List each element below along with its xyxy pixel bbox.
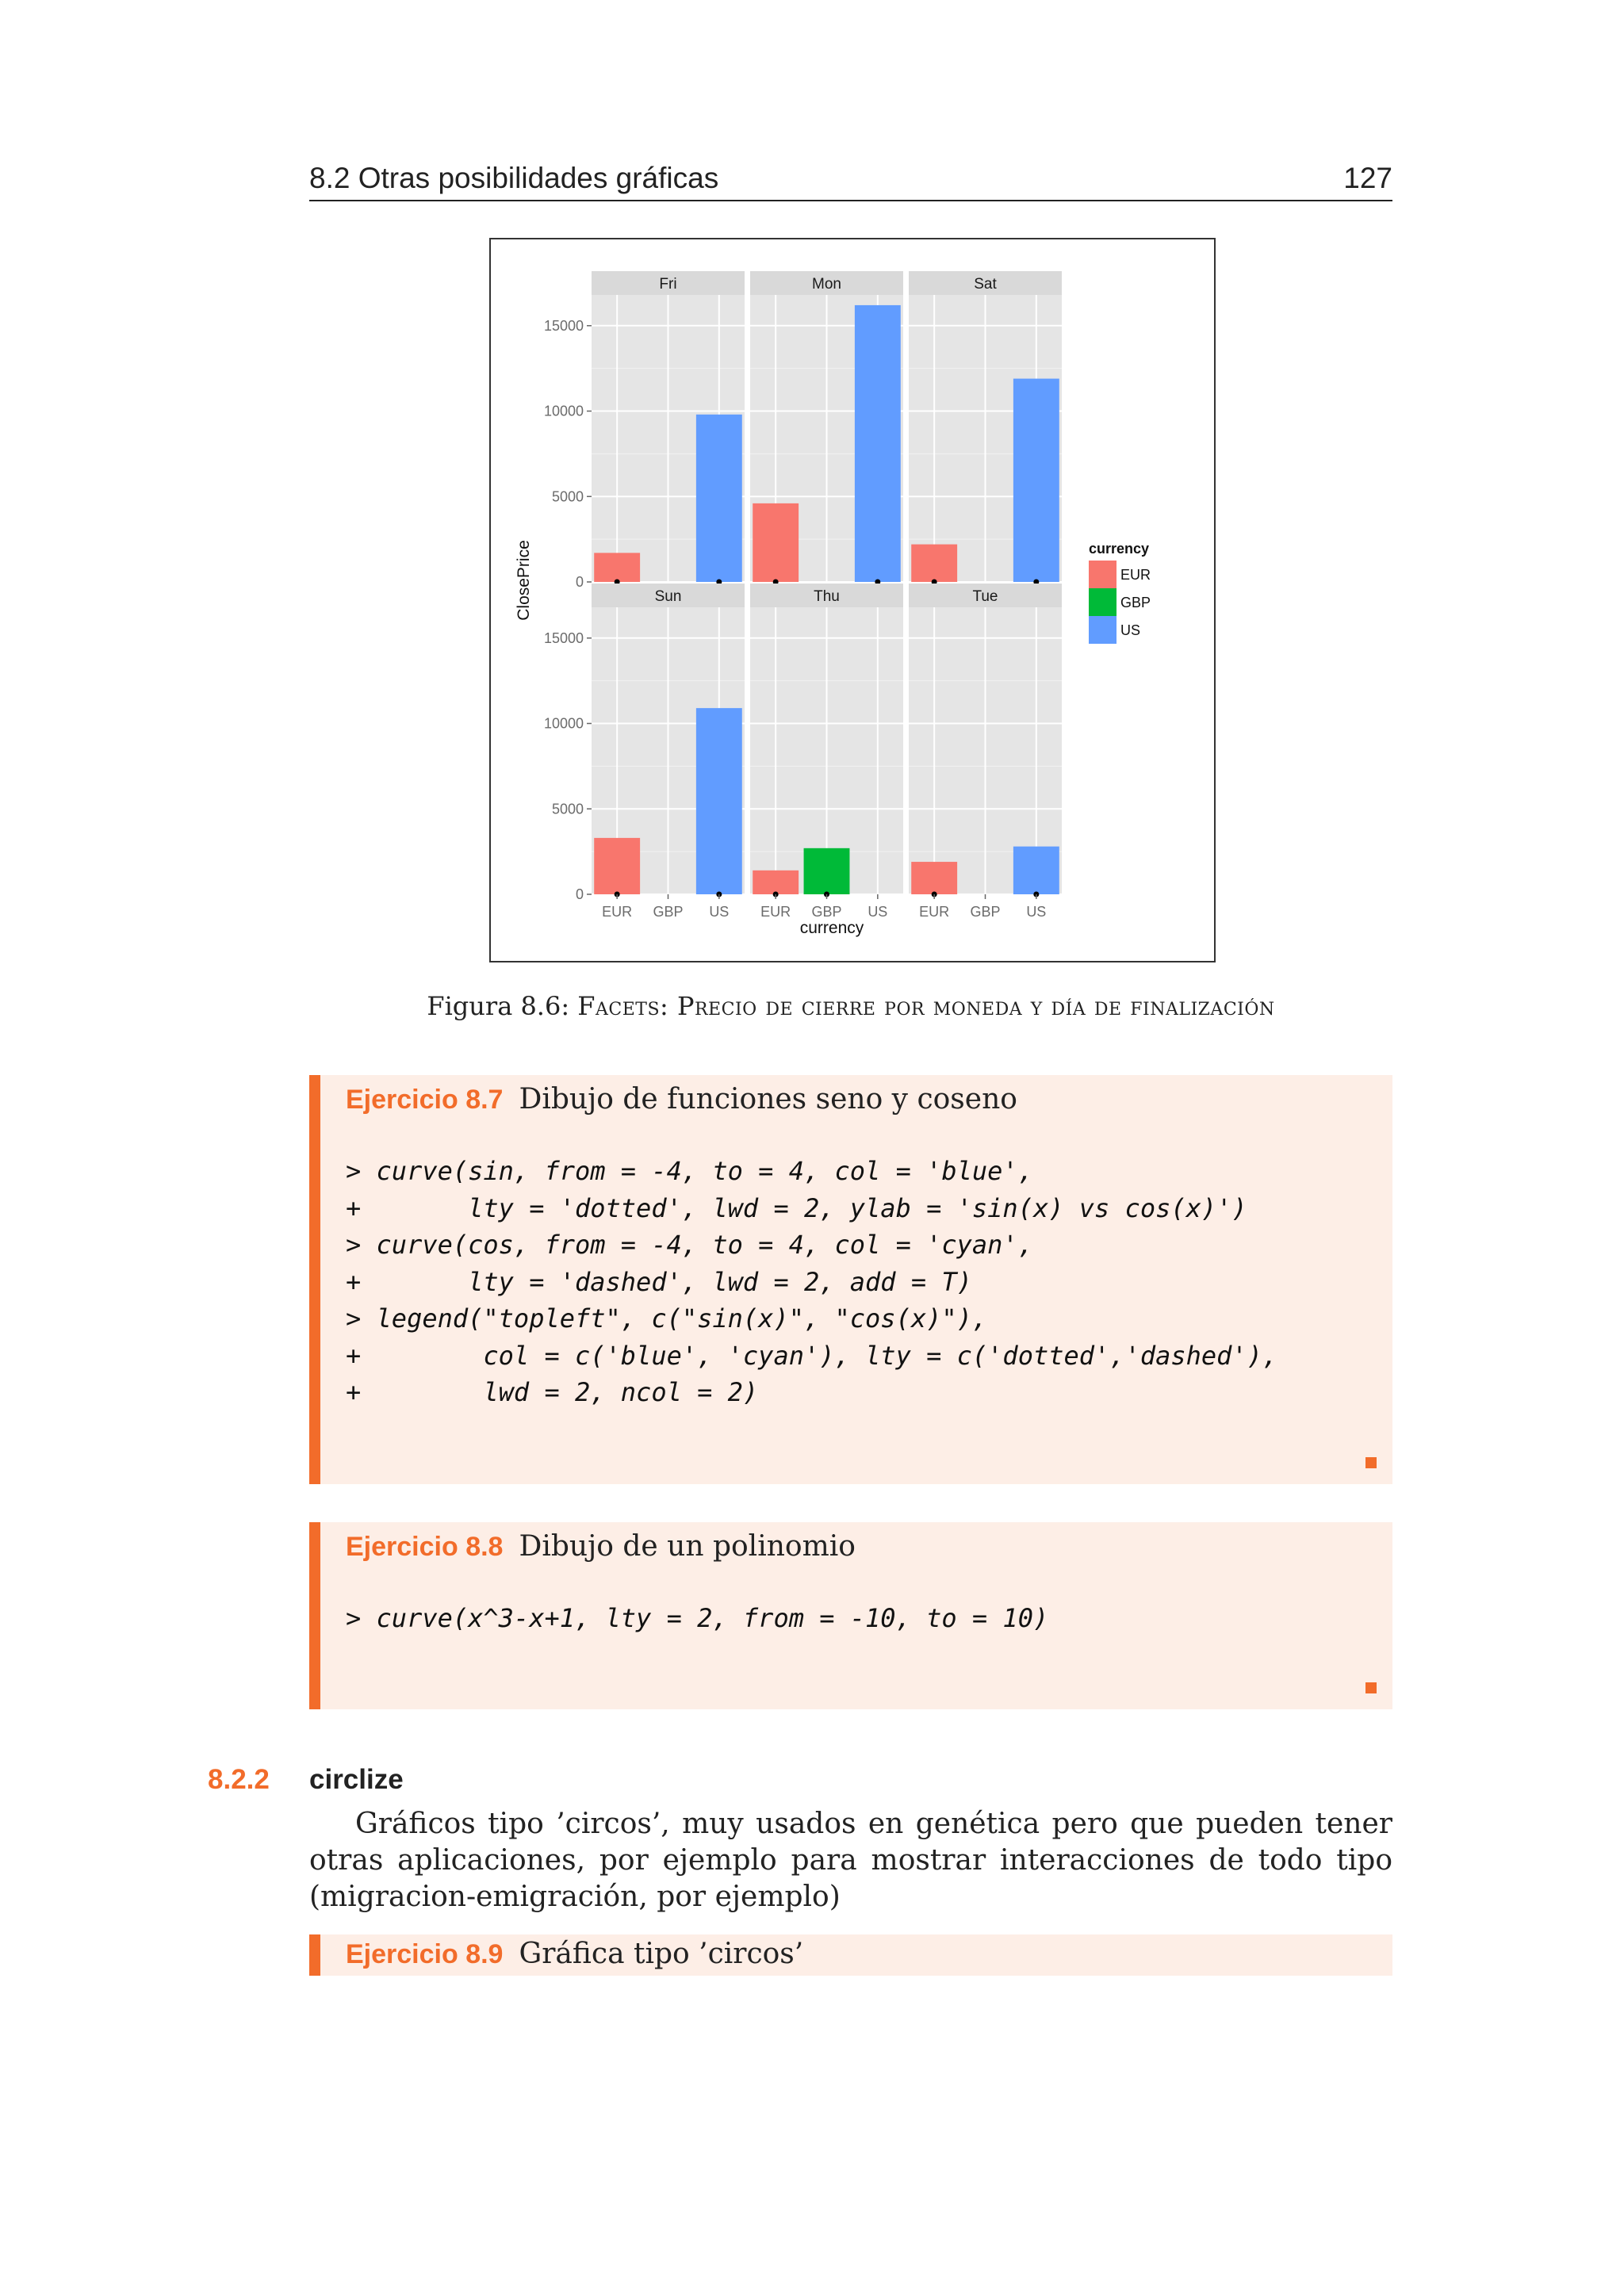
section-number: 8.2.2 bbox=[208, 1764, 270, 1795]
bar-eur bbox=[911, 862, 957, 894]
facet-title: Sun bbox=[654, 588, 682, 605]
code-block: > curve(sin, from = -4, to = 4, col = 'blue', + lty = 'dotted', lwd = 2, ylab = 'sin(x) vs cos(x)') > curve(cos, from = -4, to = 4, col = 'cyan', + lty = 'dashed', lwd = 2, add = T) > legend("topleft", c("sin(x)", "cos(x)"), + col = c('blue', 'cyan'), lty = c('dotted','dashed'), + lwd = 2, ncol = 2) bbox=[346, 1156, 1278, 1407]
header-section: 8.2 Otras posibilidades gráficas bbox=[309, 162, 719, 194]
x-tick-label: EUR bbox=[919, 904, 950, 920]
legend-label: EUR bbox=[1120, 567, 1151, 583]
bar-eur bbox=[911, 545, 957, 582]
y-tick-label: 15000 bbox=[543, 317, 584, 334]
legend-title: currency bbox=[1089, 541, 1150, 557]
y-tick-label: 0 bbox=[575, 574, 584, 590]
facet-title: Tue bbox=[972, 588, 998, 605]
x-axis-title: currency bbox=[799, 919, 864, 937]
exercise-title: Dibujo de un polinomio bbox=[519, 1530, 856, 1563]
facet-title: Fri bbox=[659, 276, 677, 293]
end-of-exercise-mark bbox=[1365, 1682, 1377, 1693]
facet-title: Thu bbox=[814, 588, 840, 605]
exercise-heading bbox=[346, 1083, 1017, 1115]
facet-title: Mon bbox=[812, 276, 841, 293]
legend-swatch-us bbox=[1089, 616, 1116, 644]
bar-us bbox=[1013, 847, 1059, 894]
caption-prefix: Figura 8.6: bbox=[427, 991, 578, 1021]
running-header bbox=[309, 159, 1392, 201]
y-tick-label: 10000 bbox=[543, 715, 584, 732]
exercise-label: Ejercicio 8.8 bbox=[346, 1532, 504, 1562]
exercise-label: Ejercicio 8.7 bbox=[346, 1085, 504, 1115]
x-tick-label: EUR bbox=[602, 904, 633, 920]
y-tick-label: 15000 bbox=[543, 629, 584, 646]
page-number: 127 bbox=[1343, 162, 1392, 194]
bar-us bbox=[855, 305, 901, 582]
code-block: > curve(x^3-x+1, lty = 2, from = -10, to = 10) bbox=[346, 1603, 1049, 1633]
bar-eur bbox=[594, 838, 640, 894]
figure-8-6 bbox=[489, 238, 1216, 962]
bar-us bbox=[696, 415, 742, 582]
facet-title: Sat bbox=[974, 276, 997, 293]
x-tick-label: GBP bbox=[653, 904, 684, 920]
bar-us bbox=[696, 708, 742, 894]
y-axis-title: ClosePrice bbox=[515, 540, 533, 621]
exercise-heading bbox=[346, 1530, 856, 1563]
bar-us bbox=[1013, 379, 1059, 582]
end-of-exercise-mark bbox=[1365, 1457, 1377, 1468]
x-tick-label: EUR bbox=[760, 904, 791, 920]
bar-eur bbox=[753, 871, 799, 894]
x-tick-label: GBP bbox=[811, 904, 842, 920]
bar-gbp bbox=[804, 848, 850, 894]
legend-label: US bbox=[1120, 622, 1141, 638]
legend-label: GBP bbox=[1120, 595, 1151, 610]
section-title: circlize bbox=[309, 1764, 404, 1795]
y-tick-label: 5000 bbox=[551, 801, 584, 817]
exercise-8-8 bbox=[309, 1522, 1392, 1709]
x-tick-label: GBP bbox=[970, 904, 1001, 920]
exercise-title: Gráfica tipo ’circos’ bbox=[519, 1938, 804, 1970]
bar-eur bbox=[753, 503, 799, 582]
exercise-label: Ejercicio 8.9 bbox=[346, 1939, 504, 1969]
x-tick-label: US bbox=[709, 904, 730, 920]
caption-text: Facets: Precio de cierre por moneda y día de finalización bbox=[577, 991, 1275, 1021]
exercise-8-9 bbox=[309, 1934, 1392, 1976]
x-tick-label: US bbox=[868, 904, 888, 920]
legend-swatch-eur bbox=[1089, 561, 1116, 588]
exercise-8-7 bbox=[309, 1075, 1392, 1484]
x-tick-label: US bbox=[1026, 904, 1047, 920]
exercise-title: Dibujo de funciones seno y coseno bbox=[519, 1083, 1017, 1115]
y-tick-label: 5000 bbox=[551, 488, 584, 505]
y-tick-label: 0 bbox=[575, 886, 584, 902]
bar-eur bbox=[594, 553, 640, 582]
section-paragraph bbox=[309, 1806, 1392, 1915]
y-tick-label: 10000 bbox=[543, 403, 584, 419]
paragraph-text: Gráficos tipo ’circos’, muy usados en genética pero que pueden tener otras aplicaciones, por ejemplo para mostrar interacciones de todo tipo (migracion-emigración, por ejemplo) bbox=[309, 1808, 1392, 1913]
facet-bar-chart bbox=[491, 239, 1214, 961]
exercise-heading bbox=[346, 1938, 803, 1970]
legend-swatch-gbp bbox=[1089, 588, 1116, 616]
figure-caption bbox=[309, 991, 1392, 1021]
